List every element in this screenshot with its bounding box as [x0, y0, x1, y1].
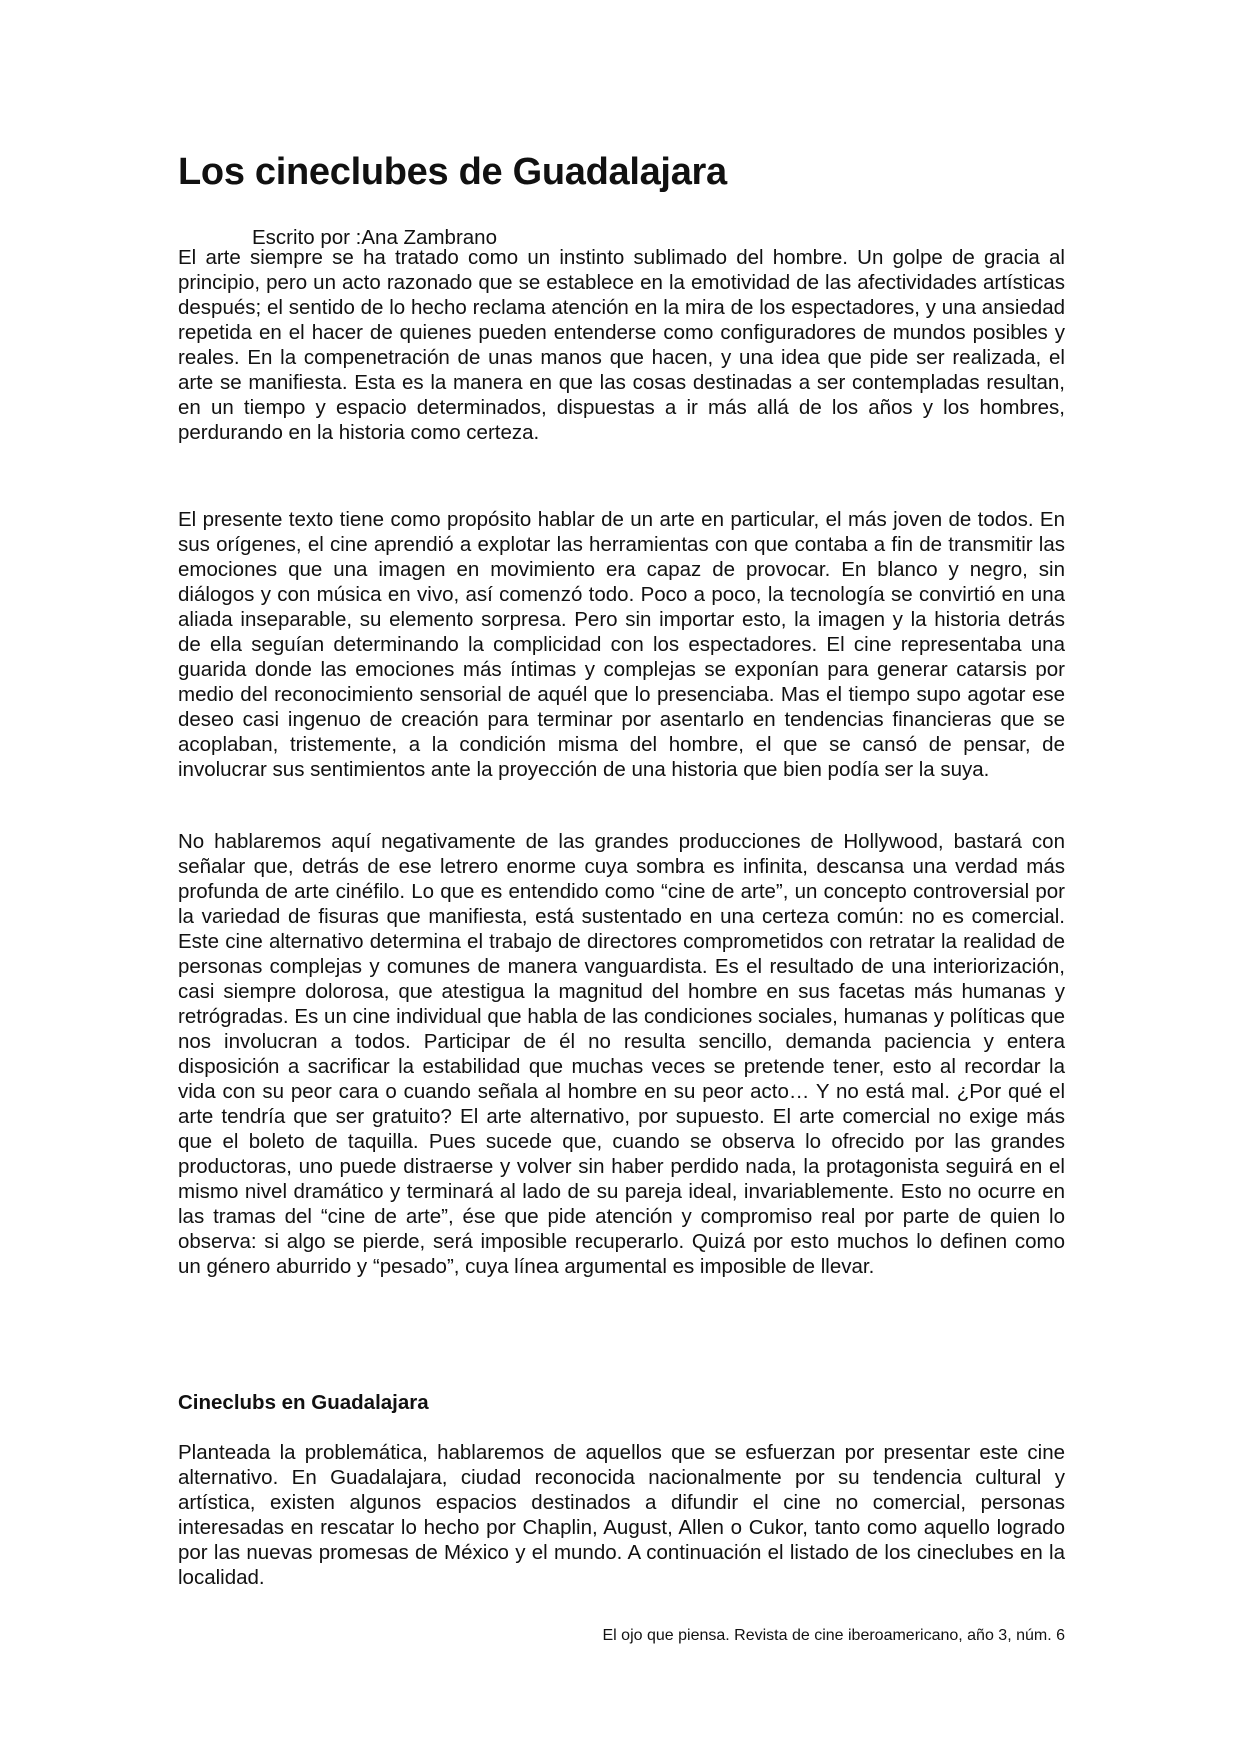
article-byline: Escrito por :Ana Zambrano	[252, 226, 497, 249]
article-title: Los cineclubes de Guadalajara	[178, 151, 727, 193]
section-paragraph: Planteada la problemática, hablaremos de aquellos que se esfuerzan por presentar este cine alternativo. En Guadalajara, ciudad reconocida nacionalmente por su tendencia cultural y artística, existen algunos espacios destinados a difundir el cine no comercial, personas interesadas en rescatar lo hecho por Chaplin, August, Allen o Cukor, tanto como aquello logrado por las nuevas promesas de México y el mundo. A continuación el listado de los cineclubes en la localidad.	[178, 1441, 1065, 1589]
body-paragraph-1: El arte siempre se ha tratado como un instinto sublimado del hombre. Un golpe de gracia al principio, pero un acto razonado que se establece en la emotividad de las afectividades artísticas después; el sentido de lo hecho reclama atención en la mira de los espectadores, y una ansiedad repetida en el hacer de quienes pueden entenderse como configuradores de mundos posibles y reales. En la compenetración de unas manos que hacen, y una idea que pide ser realizada, el arte se manifiesta. Esta es la manera en que las cosas destinadas a ser contempladas resultan, en un tiempo y espacio determinados, dispuestas a ir más allá de los años y los hombres, perdurando en la historia como certeza.	[178, 246, 1065, 444]
section-heading: Cineclubs en Guadalajara	[178, 1391, 429, 1414]
page-footer: El ojo que piensa. Revista de cine iberoamericano, año 3, núm. 6	[602, 1627, 1065, 1644]
body-paragraph-2: El presente texto tiene como propósito hablar de un arte en particular, el más joven de todos. En sus orígenes, el cine aprendió a explotar las herramientas con que contaba a fin de transmitir las emociones que una imagen en movimiento era capaz de provocar. En blanco y negro, sin diálogos y con música en vivo, así comenzó todo. Poco a poco, la tecnología se convirtió en una aliada inseparable, su elemento sorpresa. Pero sin importar esto, la imagen y la historia detrás de ella seguían determinando la complicidad con los espectadores. El cine representaba una guarida donde las emociones más íntimas y complejas se exponían para generar catarsis por medio del reconocimiento sensorial de aquél que lo presenciaba. Mas el tiempo supo agotar ese deseo casi ingenuo de creación para terminar por asentarlo en tendencias financieras que se acoplaban, tristemente, a la condición misma del hombre, el que se cansó de pensar, de involucrar sus sentimientos ante la proyección de una historia que bien podía ser la suya.	[178, 508, 1065, 781]
body-paragraph-3: No hablaremos aquí negativamente de las grandes producciones de Hollywood, bastará con señalar que, detrás de ese letrero enorme cuya sombra es infinita, descansa una verdad más profunda de arte cinéfilo. Lo que es entendido como “cine de arte”, un concepto controversial por la variedad de fisuras que manifiesta, está sustentado en una certeza común: no es comercial. Este cine alternativo determina el trabajo de directores comprometidos con retratar la realidad de personas complejas y comunes de manera vanguardista. Es el resultado de una interiorización, casi siempre dolorosa, que atestigua la magnitud del hombre en sus facetas más humanas y retrógradas. Es un cine individual que habla de las condiciones sociales, humanas y políticas que nos involucran a todos. Participar de él no resulta sencillo, demanda paciencia y entera disposición a sacrificar la estabilidad que muchas veces se pretende tener, esto al recordar la vida con su peor cara o cuando señala al hombre en su peor acto… Y no está mal. ¿Por qué el arte tendría que ser gratuito? El arte alternativo, por supuesto. El arte comercial no exige más que el boleto de taquilla. Pues sucede que, cuando se observa lo ofrecido por las grandes productoras, uno puede distraerse y volver sin haber perdido nada, la protagonista seguirá en el mismo nivel dramático y terminará al lado de su pareja ideal, invariablemente. Esto no ocurre en las tramas del “cine de arte”, ése que pide atención y compromiso real por parte de quien lo observa: si algo se pierde, será imposible recuperarlo. Quizá por esto muchos lo definen como un género aburrido y “pesado”, cuya línea argumental es imposible de llevar.	[178, 830, 1065, 1278]
